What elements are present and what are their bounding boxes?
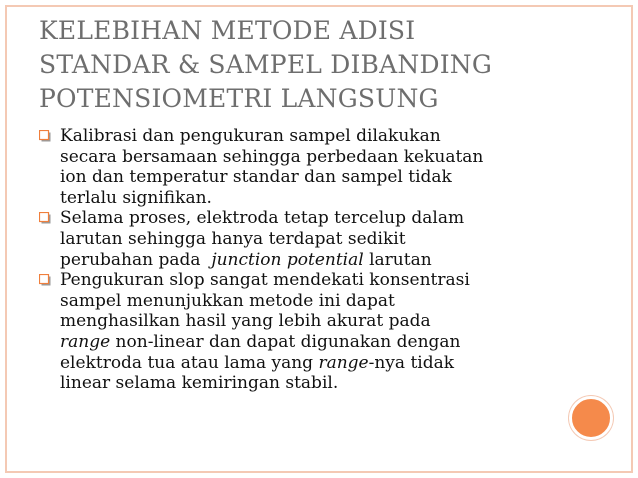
text-segment: perubahan pada: [60, 249, 212, 270]
square-bullet-icon: [39, 274, 51, 286]
text-segment: Selama proses, elektroda tetap tercelup dalam: [60, 208, 465, 229]
slide-title: [39, 14, 599, 116]
bullet-text: [60, 270, 554, 394]
text-segment: elektroda tua atau lama yang: [60, 352, 319, 373]
orange-circle-icon: [569, 396, 613, 440]
text-segment: larutan: [363, 249, 432, 270]
bullet-item: [39, 208, 554, 270]
text-segment: sampel menunjukkan metode ini dapat: [60, 290, 395, 311]
text-segment: terlalu signifikan.: [60, 187, 212, 208]
square-bullet-icon: [39, 130, 51, 142]
text-segment: Pengukuran slop sangat mendekati konsentrasi: [60, 270, 470, 291]
title-line: STANDAR & SAMPEL DIBANDING: [39, 50, 493, 79]
text-segment: linear selama kemiringan stabil.: [60, 373, 339, 394]
text-segment: non-linear dan dapat digunakan dengan: [110, 331, 461, 352]
italic-term: range: [318, 352, 369, 373]
text-segment: larutan sehingga hanya terdapat sedikit: [60, 228, 406, 249]
square-bullet-icon: [39, 212, 51, 224]
title-line: POTENSIOMETRI LANGSUNG: [39, 84, 439, 113]
bullet-item: [39, 270, 554, 394]
text-segment: ion dan temperatur standar dan sampel tidak: [60, 167, 452, 188]
title-line: KELEBIHAN METODE ADISI: [39, 16, 416, 45]
text-segment: Kalibrasi dan pengukuran sampel dilakukan: [60, 126, 441, 146]
text-segment: menghasilkan hasil yang lebih akurat pada: [60, 311, 431, 332]
text-segment: -nya tidak: [368, 352, 455, 373]
italic-term: range: [60, 331, 111, 352]
text-segment: secara bersamaan sehingga perbedaan kekuatan: [60, 146, 484, 167]
bullet-list: [39, 126, 554, 394]
italic-term: junction potential: [211, 249, 364, 270]
bullet-item: [39, 126, 554, 208]
bullet-text: [60, 126, 554, 208]
bullet-text: [60, 208, 554, 270]
